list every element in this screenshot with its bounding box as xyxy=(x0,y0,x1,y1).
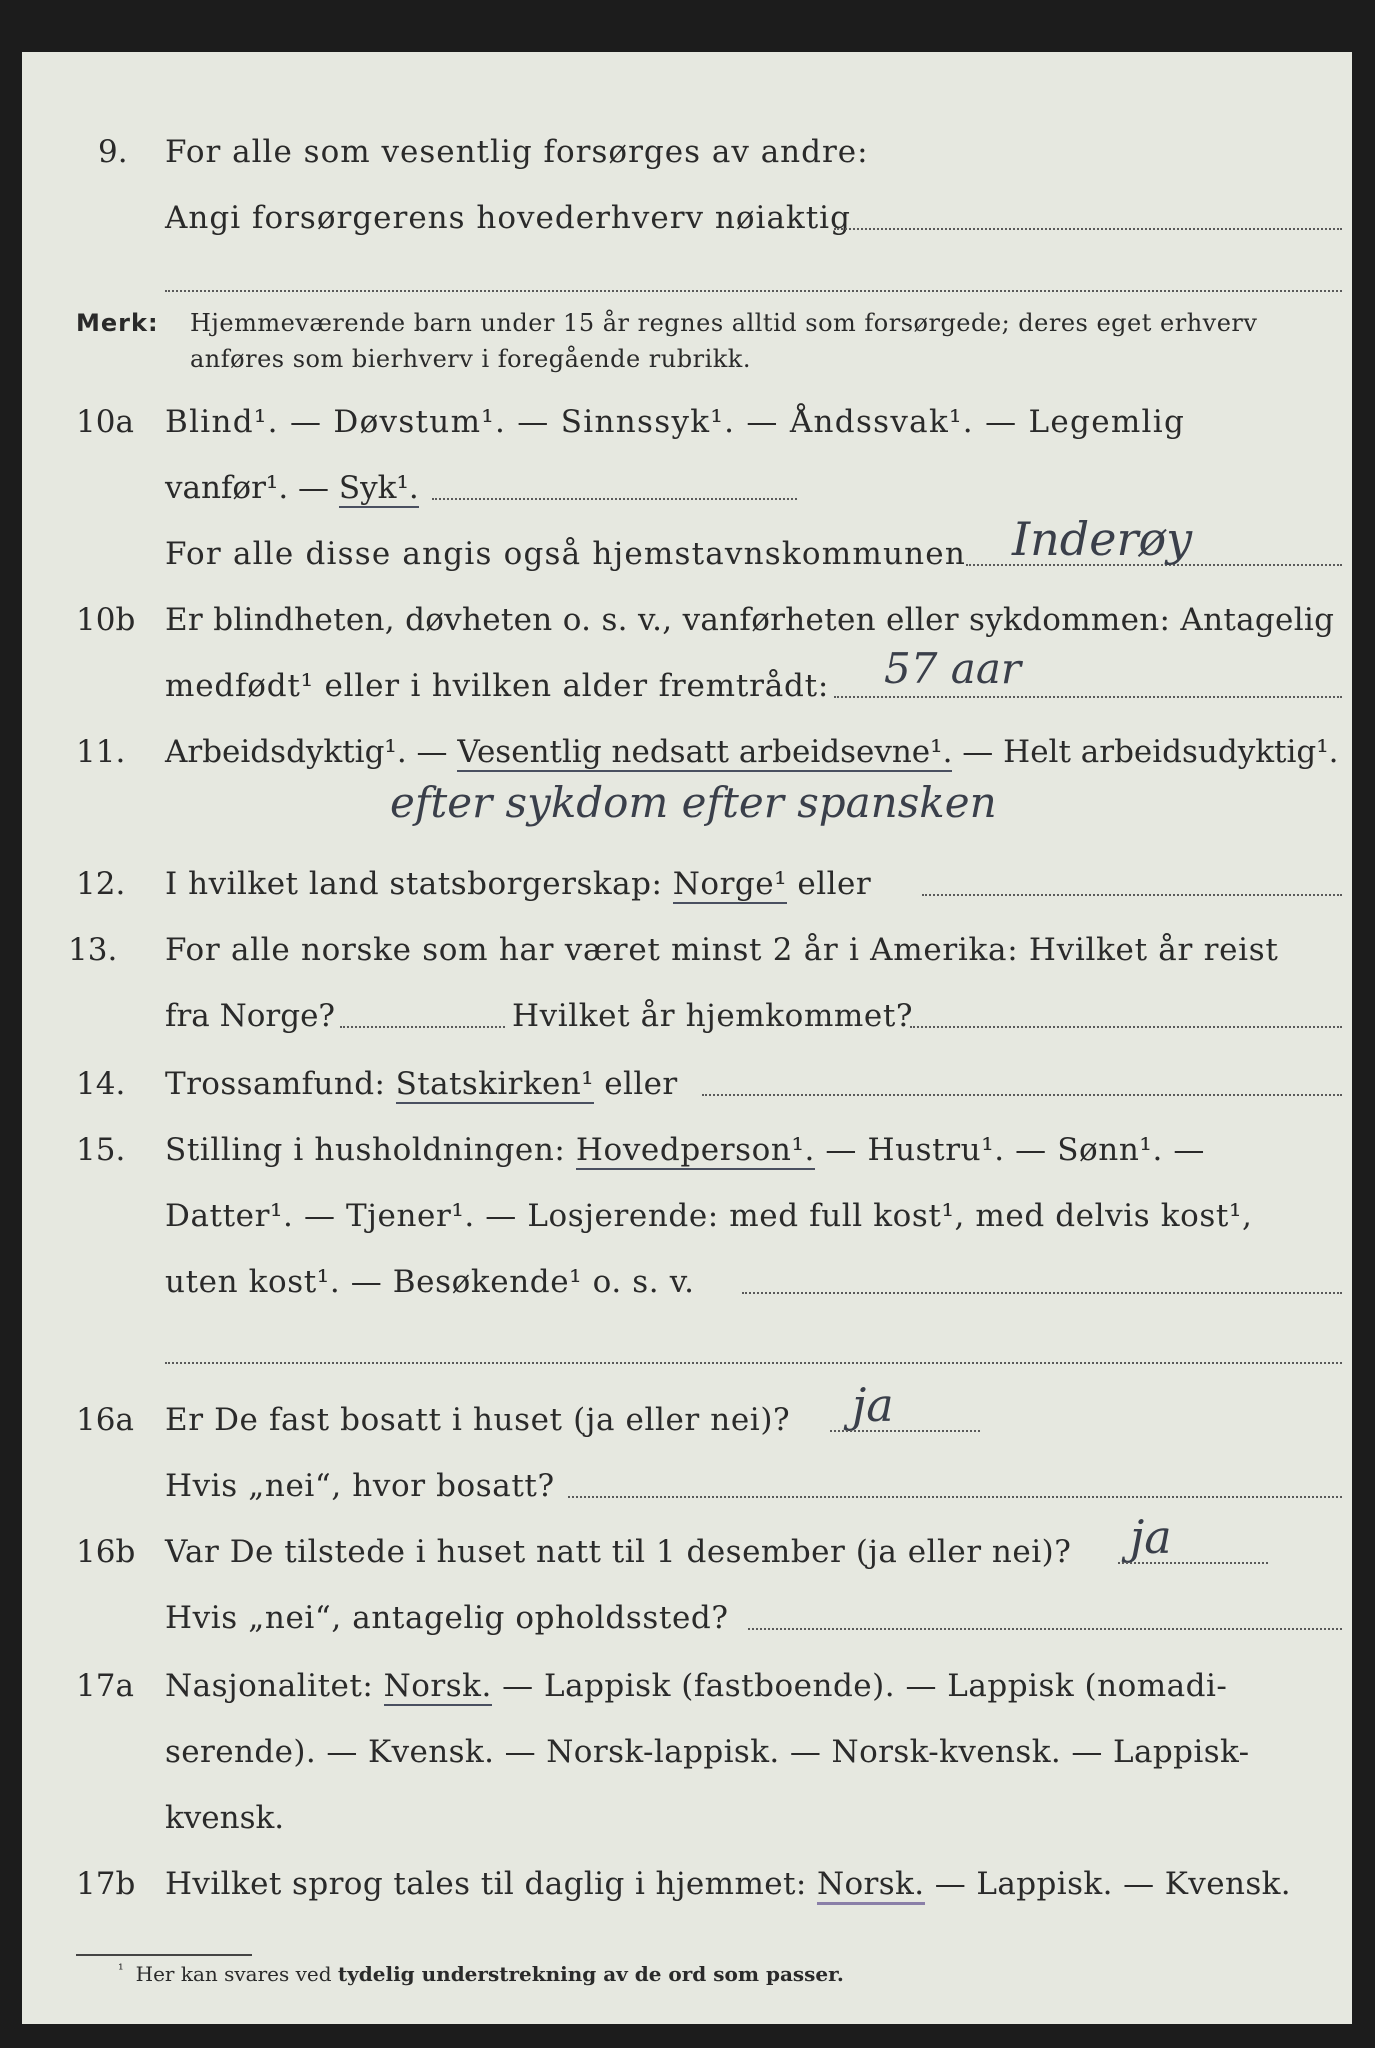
q17b-number: 17b xyxy=(76,1866,136,1902)
q12-norge-option[interactable]: Norge¹ xyxy=(672,866,788,902)
q16b-line2: Hvis „nei“, antagelig opholdssted? xyxy=(165,1600,729,1636)
q10a-line2-text: vanfør¹. — xyxy=(165,470,339,506)
q17b-line1-rest: — Lappisk. — Kvensk. xyxy=(924,1866,1292,1902)
q15-label: Stilling i husholdningen: xyxy=(165,1132,576,1168)
footnote-text-regular: Her kan svares ved xyxy=(135,1962,338,1986)
q10a-handwritten-answer: Inderøy xyxy=(1012,512,1193,566)
q10b-line2: medfødt¹ eller i hvilken alder fremtrådt: xyxy=(165,668,830,704)
q14-label: Trossamfund: xyxy=(165,1066,396,1102)
q13-number: 13. xyxy=(68,932,118,968)
q15-line1-rest: — Hustru¹. — Sønn¹. — xyxy=(814,1132,1205,1168)
q16b-number: 16b xyxy=(76,1534,136,1570)
q14-number: 14. xyxy=(76,1066,126,1102)
q11-number: 11. xyxy=(76,734,126,770)
q13-hjemkommet-line[interactable] xyxy=(910,1026,1342,1028)
q17a-label: Nasjonalitet: xyxy=(165,1668,384,1704)
q10a-number: 10a xyxy=(76,404,134,440)
q10a-line2 xyxy=(165,468,419,508)
q13-line1: For alle norske som har været minst 2 år i Amerika: Hvilket år reist xyxy=(165,932,1279,968)
merk-label: Merk: xyxy=(76,309,159,337)
merk-block xyxy=(76,306,159,340)
q10b-handwritten-answer: 57 aar xyxy=(884,644,1021,693)
census-form-page xyxy=(22,52,1352,2024)
q17a-line2: serende). — Kvensk. — Norsk-lappisk. — Norsk-kvensk. — Lappisk- xyxy=(165,1734,1250,1770)
q11-line1 xyxy=(165,732,1339,772)
q15-hovedperson-option[interactable]: Hovedperson¹. xyxy=(575,1132,815,1168)
q13-reist-line[interactable] xyxy=(340,1026,505,1028)
q14-eller: eller xyxy=(594,1066,678,1102)
q10b-number: 10b xyxy=(76,602,136,638)
q10a-syk-option[interactable]: Syk¹. xyxy=(338,470,419,506)
q16b-answer-line[interactable] xyxy=(1118,1562,1268,1564)
q13-line2a: fra Norge? xyxy=(165,998,336,1034)
q17a-line1-rest: — Lappisk (fastboende). — Lappisk (nomadi- xyxy=(491,1668,1228,1704)
q11-udyktig[interactable]: — Helt arbeidsudyktig¹. xyxy=(952,734,1339,770)
q17a-line1 xyxy=(165,1666,1227,1706)
footnote xyxy=(118,1962,844,1986)
q10b-answer-line[interactable] xyxy=(834,696,1342,698)
q12-label: I hvilket land statsborgerskap: xyxy=(165,866,673,902)
q12-line xyxy=(165,864,871,904)
merk-line1: Hjemmeværende barn under 15 år regnes alltid som forsørgede; deres eget erhverv xyxy=(190,309,1258,337)
footnote-rule xyxy=(76,1954,252,1956)
q16a-answer-line[interactable] xyxy=(830,1430,980,1432)
footnote-mark: ¹ xyxy=(118,1962,124,1978)
q15-line1 xyxy=(165,1130,1205,1170)
q12-number: 12. xyxy=(76,866,126,902)
q10a-line3: For alle disse angis også hjemstavnskommunen xyxy=(165,536,966,572)
q11-nedsatt-option[interactable]: Vesentlig nedsatt arbeidsevne¹. xyxy=(457,734,953,770)
q10a-answer-line[interactable] xyxy=(432,498,797,500)
q17a-norsk-option[interactable]: Norsk. xyxy=(383,1668,492,1704)
q15-line3: uten kost¹. — Besøkende¹ o. s. v. xyxy=(165,1264,695,1300)
footnote-text-bold: tydelig understrekning av de ord som passer. xyxy=(337,1962,844,1986)
q14-statskirken-option[interactable]: Statskirken¹ xyxy=(395,1066,594,1102)
q10b-line1: Er blindheten, døvheten o. s. v., vanførheten eller sykdommen: Antagelig xyxy=(165,602,1335,638)
q15-answer-line-2[interactable] xyxy=(165,1362,1342,1364)
q16a-line2: Hvis „nei“, hvor bosatt? xyxy=(165,1468,555,1504)
q9-number: 9. xyxy=(98,134,128,170)
q16a-line1: Er De fast bosatt i huset (ja eller nei)? xyxy=(165,1402,791,1438)
q9-line1: For alle som vesentlig forsørges av andre: xyxy=(165,134,869,170)
q17b-line1 xyxy=(165,1864,1291,1904)
q16a-bosatt-line[interactable] xyxy=(568,1496,1342,1498)
q16a-handwritten-answer: ja xyxy=(852,1378,894,1432)
q11-arbeidsdyktig[interactable]: Arbeidsdyktig¹. — xyxy=(165,734,458,770)
q17b-norsk-option[interactable]: Norsk. xyxy=(817,1866,925,1905)
q9-line2: Angi forsørgerens hovederhverv nøiaktig xyxy=(165,200,851,236)
q15-number: 15. xyxy=(76,1132,126,1168)
q13-line2b: Hvilket år hjemkommet? xyxy=(512,998,914,1034)
q16a-number: 16a xyxy=(76,1402,134,1438)
q9-answer-line-2[interactable] xyxy=(165,290,1342,292)
q16b-line1: Var De tilstede i huset natt til 1 desember (ja eller nei)? xyxy=(165,1534,1072,1570)
merk-line2: anføres som bierhverv i foregående rubrikk. xyxy=(190,345,751,373)
q11-handwritten-answer: efter sykdom efter spansken xyxy=(390,778,997,827)
q9-answer-line-1[interactable] xyxy=(834,228,1342,230)
q16b-handwritten-answer: ja xyxy=(1130,1510,1172,1564)
q17a-number: 17a xyxy=(76,1668,134,1704)
q15-answer-line-1[interactable] xyxy=(742,1292,1342,1294)
q14-line xyxy=(165,1064,678,1104)
q14-answer-line[interactable] xyxy=(702,1094,1342,1096)
q17a-line3: kvensk. xyxy=(165,1800,285,1836)
q17b-label: Hvilket sprog tales til daglig i hjemmet: xyxy=(165,1866,817,1902)
q15-line2: Datter¹. — Tjener¹. — Losjerende: med full kost¹, med delvis kost¹, xyxy=(165,1198,1253,1234)
q12-answer-line[interactable] xyxy=(922,894,1342,896)
q10a-line1: Blind¹. — Døvstum¹. — Sinnssyk¹. — Åndssvak¹. — Legemlig xyxy=(165,404,1186,440)
q12-eller: eller xyxy=(787,866,872,902)
q16b-opholdssted-line[interactable] xyxy=(748,1628,1342,1630)
